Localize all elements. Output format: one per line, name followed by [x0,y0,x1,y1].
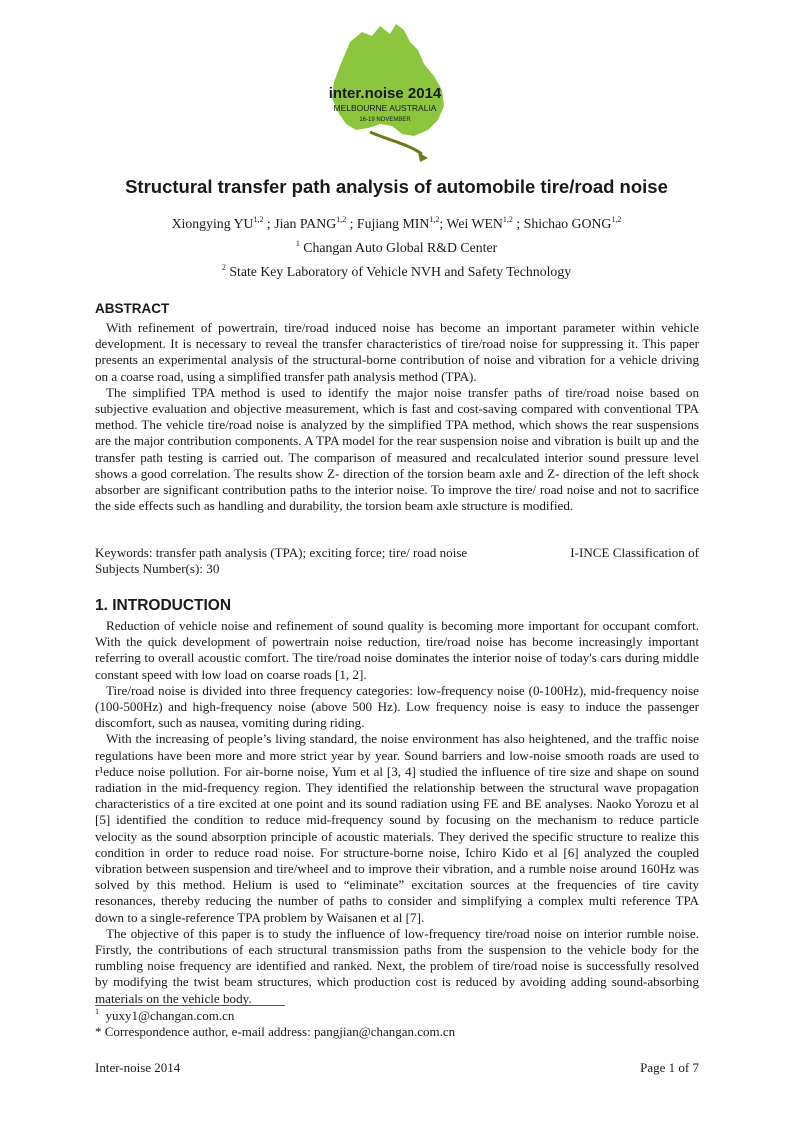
author-name: Shichao GONG [523,216,612,231]
footnote-divider [95,1005,285,1006]
footnote-number: 1 [95,1007,99,1016]
subjects-number: Subjects Number(s): 30 [95,561,220,577]
logo-name: inter.noise 2014 [328,85,442,102]
keywords-text: transfer path analysis (TPA); exciting force; tire/ road noise [155,545,468,560]
footnote-email: yuxy1@changan.com.cn [105,1008,235,1023]
introduction-paragraph: Tire/road noise is divided into three frequency categories: low-frequency noise (0-100Hz), mid-frequency noise (100-500Hz) and high-frequency noise (above 500 Hz). Low frequency noise is easy to induce the passenger discomfort, such as nausea, vomiting during riding. [95,682,699,731]
paper-title: Structural transfer path analysis of automobile tire/road noise [125,176,668,197]
introduction-paragraph: The objective of this paper is to study the influence of low-frequency tire/road noise on interior rumble noise. Firstly, the contributions of each structural transmission paths from the suspension to the vehicle body for the rumbling noise frequency are identified and ranked. Next, the problem of tire/road noise is successfully resolved by modifying the twist beam structures, which production cost is reduced by avoiding adding sound-absorbing materials on the vehicle body. [95,925,699,1006]
author-affiliation-mark: 1,2 [502,215,513,224]
abstract-paragraph: The simplified TPA method is used to identify the major noise transfer paths of tire/road noise based on subjective evaluation and objective measurement, which is fast and cost-saving compared with conventional TPA method. The vehicle tire/road noise is analyzed by the simplified TPA method, which shows the rear suspensions are the major contribution components. A TPA model for the rear suspension noise and vibration is built up and the transfer path testing is carried out. The comparison of measured and recalculated interior sound pressure level shows a good correlation. The results show Z- direction of the torsion beam axle and Z- direction of the left shock absorber are significant contribution paths to the interior noise. To improve the tire/ road noise and not to sacrifice the side effects such as handling and durability, the torsion beam axle structure is modified. [95,384,699,514]
keywords-label: Keywords: [95,545,153,560]
abstract-paragraph: With refinement of powertrain, tire/road induced noise has become an important parameter within vehicle development. It is necessary to reveal the transfer characteristics of tire/road noise for suppressing it. This paper presents an experimental analysis of the structural-borne contribution of noise and vibration for a vehicle driving on a coarse road, using a simplified transfer path analysis method (TPA). [95,320,699,384]
australia-map-icon [310,20,460,172]
introduction-body [95,618,699,1007]
affiliation-number: 1 [295,239,300,248]
author-affiliation-mark: 1,2 [611,215,622,224]
introduction-paragraph: With the increasing of people’s living standard, the noise environment has also heightened, and the traffic noise regulations have been more and more strict year by year. Sound barriers and low-noise smooth roads are used to r¹educe noise pollution. For air-borne noise, Yum et al [3, 4] studied the influence of tire size and shape on sound radiation in the mid-frequency region. They identified the relationship between the structural wave propagation characteristics of a tire excited at one point and its sound radiation using FE and BE analyses. Naoko Yorozu et al [5] identified the condition to reduce mid-frequency sound by focusing on the mechanism to reduce particle velocity as the sound absorption principle of acoustic materials. They derived the specific structure to realize this condition in order to reduce road noise. For structure-borne noise, Ichiro Kido et al [6] analyzed the coupled vibration between suspension and tire/wheel and to improve their vibration, and a rumble noise around 160Hz was solved by this method. Helium is used to “eliminate” excitation sources at the frequencies of tire cavity resonances, thereby reducing the number of paths to consider and simplifying a complex multi reference TPA down to a single-reference TPA problem by Waisanen et al [7]. [95,731,699,925]
logo-dates: 16-19 NOVEMBER [359,117,411,123]
author-separator: ; [512,216,524,231]
abstract-body [95,320,699,514]
introduction-paragraph: Reduction of vehicle noise and refinement of sound quality is becoming more important for occupant comfort. With the quick development of powertrain noise reduction, tire/road noise has become increasingly important referring to overall acoustic comfort. The tire/road noise dominates the interior noise of today's cars during middle constant speed with low load on coarse roads [1, 2]. [95,618,699,682]
author-name: Xiongying YU [171,216,254,231]
author-separator: ; [263,216,275,231]
logo-location: MELBOURNE AUSTRALIA [333,103,437,113]
author-name: Fujiang MIN [356,216,430,231]
author-affiliation-mark: 1,2 [429,215,440,224]
author-name: Jian PANG [274,216,337,231]
introduction-heading: 1. INTRODUCTION [95,597,232,614]
footnote-email-line [95,1008,455,1024]
author-separator: ; [346,216,357,231]
correspondence-note: * Correspondence author, e-mail address: pangjian@changan.com.cn [95,1024,456,1039]
page-number: Page 1 of 7 [640,1060,699,1075]
affiliation-text: State Key Laboratory of Vehicle NVH and Safety Technology [229,264,572,279]
author-affiliation-mark: 1,2 [336,215,347,224]
affiliation-1 [0,240,793,256]
author-name: Wei WEN [446,216,503,231]
author-list [0,216,793,232]
keywords-section [95,545,699,577]
affiliation-number: 2 [221,263,226,272]
abstract-heading: ABSTRACT [95,301,170,316]
conference-logo [310,20,460,172]
author-affiliation-mark: 1,2 [253,215,264,224]
classification-label: I-INCE Classification of [570,545,699,560]
footnotes [95,1008,455,1040]
footer-conference: Inter-noise 2014 [95,1060,181,1075]
affiliation-2 [0,264,793,280]
affiliation-text: Changan Auto Global R&D Center [303,240,498,255]
author-separator: ; [439,216,447,231]
